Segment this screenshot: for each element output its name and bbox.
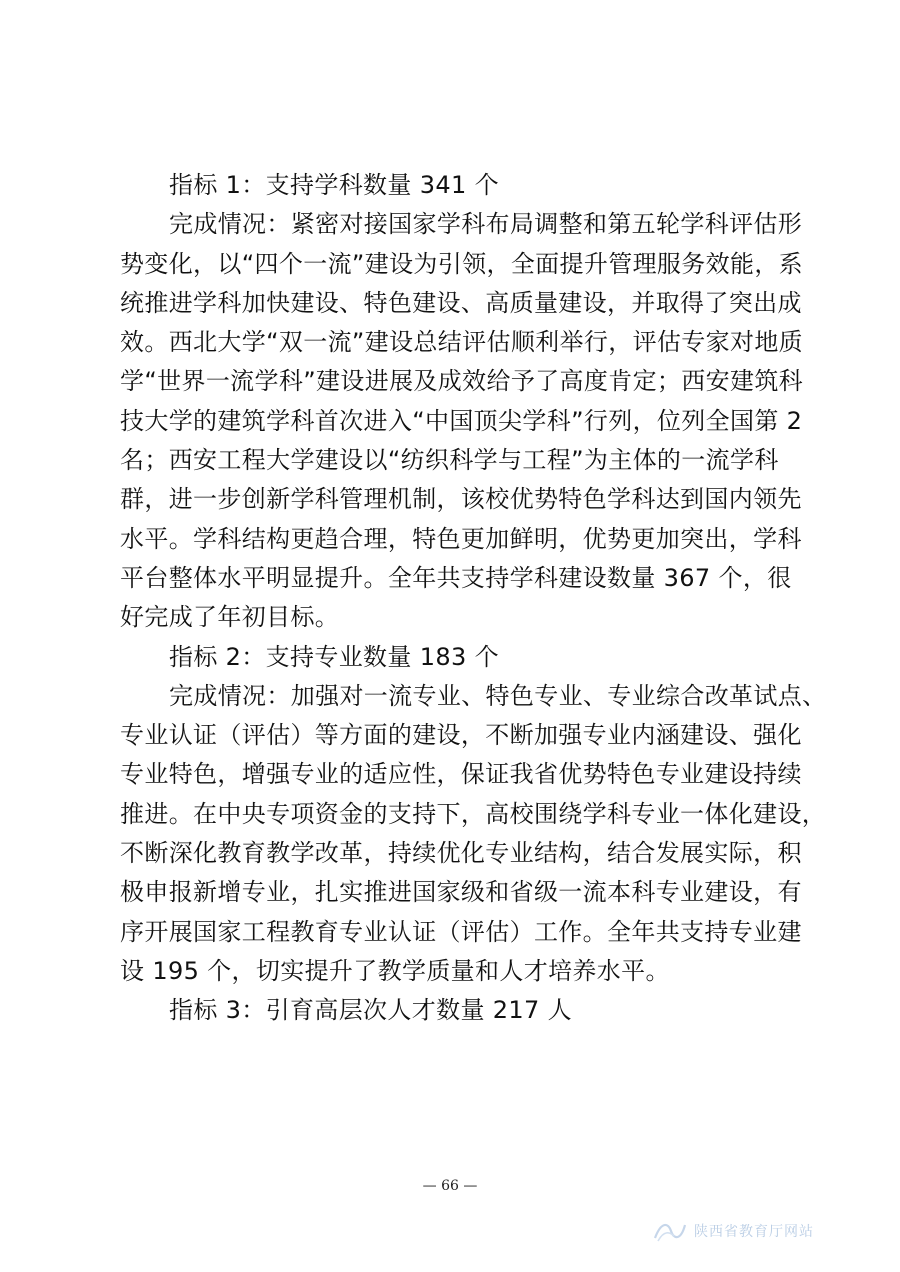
text-line: 统推进学科加快建设、特色建设、高质量建设，并取得了突出成 [120, 288, 802, 317]
text-line: 完成情况：加强对一流专业、特色专业、专业综合改革试点、 [169, 681, 827, 710]
text-line: 好完成了年初目标。 [120, 603, 340, 632]
text-line: 极申报新增专业，扎实推进国家级和省级一流本科专业建设，有 [120, 878, 802, 907]
text-line: 设 195 个，切实提升了教学质量和人才培养水平。 [120, 956, 670, 985]
text-line: 完成情况：紧密对接国家学科布局调整和第五轮学科评估形 [169, 210, 803, 239]
watermark-text: 陕西省教育厅网站 [694, 1224, 814, 1240]
page-number: — 66 — [422, 1178, 478, 1194]
text-line: 不断深化教育教学改革，持续优化专业结构，结合发展实际，积 [120, 839, 802, 868]
text-line: 水平。学科结构更趋合理，特色更加鲜明，优势更加突出，学科 [120, 524, 802, 553]
text-line: 专业认证（评估）等方面的建设，不断加强专业内涵建设、强化 [120, 721, 802, 750]
text-line: 指标 2：支持专业数量 183 个 [169, 642, 499, 671]
text-line: 专业特色，增强专业的适应性，保证我省优势特色专业建设持续 [120, 760, 802, 789]
text-line: 技大学的建筑学科首次进入“中国顶尖学科”行列，位列全国第 2 [120, 406, 803, 435]
text-line: 指标 1：支持学科数量 341 个 [169, 171, 499, 199]
ribbon-logo-icon [652, 1218, 688, 1244]
text-line: 学“世界一流学科”建设进展及成效给予了高度肯定；西安建筑科 [120, 367, 804, 396]
text-line: 平台整体水平明显提升。全年共支持学科建设数量 367 个，很 [120, 563, 792, 592]
text-line: 效。西北大学“双一流”建设总结评估顺利举行，评估专家对地质 [120, 328, 804, 357]
text-line: 名；西安工程大学建设以“纺织科学与工程”为主体的一流学科 [120, 446, 779, 475]
site-watermark [652, 1216, 862, 1246]
text-line: 势变化，以“四个一流”建设为引领，全面提升管理服务效能，系 [120, 249, 804, 278]
text-line: 群，进一步创新学科管理机制，该校优势特色学科达到国内领先 [120, 485, 802, 514]
body-text [120, 166, 827, 1031]
text-line: 序开展国家工程教育专业认证（评估）工作。全年共支持专业建 [120, 917, 802, 946]
text-line: 推进。在中央专项资金的支持下，高校围绕学科专业一体化建设， [120, 799, 827, 828]
text-line: 指标 3：引育高层次人才数量 217 人 [169, 996, 572, 1025]
